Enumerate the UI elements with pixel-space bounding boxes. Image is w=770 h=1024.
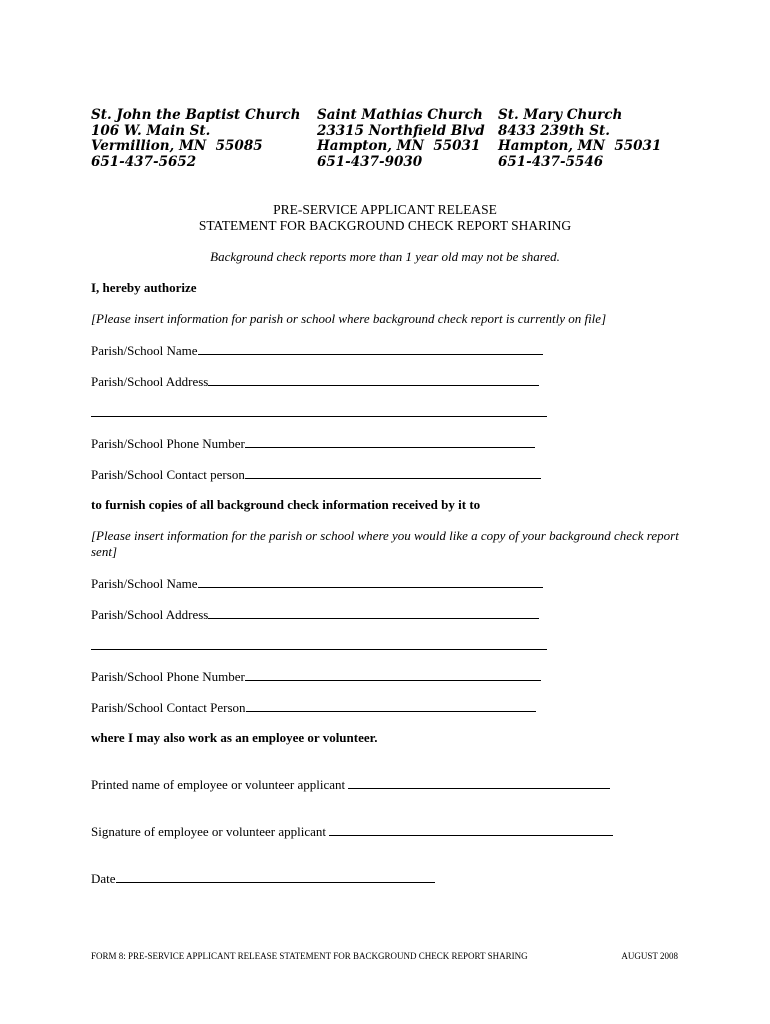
section2-address-field-2[interactable] <box>91 637 547 650</box>
church-phone: 651-437-5546 <box>498 153 604 170</box>
church-name: St. Mary Church <box>498 107 623 123</box>
section2-contact-row <box>91 699 536 716</box>
section1-address-field-2[interactable] <box>91 404 547 417</box>
title-line-1: PRE-SERVICE APPLICANT RELEASE <box>273 202 497 217</box>
where-heading: where I may also work as an employee or volunteer. <box>91 730 378 745</box>
field-label: Parish/School Contact person <box>91 467 245 482</box>
field-label: Parish/School Phone Number <box>91 669 245 684</box>
section2-name-field[interactable] <box>198 575 543 588</box>
church-city: Hampton, MN 55031 <box>317 138 481 154</box>
section2-name-row <box>91 575 543 592</box>
section1-address-row <box>91 373 539 390</box>
field-label: Parish/School Name <box>91 343 198 358</box>
signature-row <box>91 823 613 840</box>
section1-phone-row <box>91 435 535 452</box>
church-city: Hampton, MN 55031 <box>498 138 662 154</box>
printed-name-field[interactable] <box>348 776 610 789</box>
field-label: Parish/School Address <box>91 607 209 622</box>
section1-name-row <box>91 342 543 359</box>
age-note: Background check reports more than 1 year old may not be shared. <box>210 249 560 264</box>
section1-name-field[interactable] <box>198 342 543 355</box>
section2-phone-field[interactable] <box>245 668 541 681</box>
form-title <box>0 202 770 234</box>
section2-instruction: [Please insert information for the parish or school where you would like a copy of your background check report sent] <box>91 528 679 559</box>
church-phone: 651-437-5652 <box>91 153 197 170</box>
field-label: Signature of employee or volunteer applicant <box>91 824 327 839</box>
field-label: Parish/School Address <box>91 374 209 389</box>
furnish-heading: to furnish copies of all background check information received by it to <box>91 497 481 512</box>
title-line-2: STATEMENT FOR BACKGROUND CHECK REPORT SHARING <box>198 218 572 233</box>
field-label: Parish/School Phone Number <box>91 436 245 451</box>
section1-phone-field[interactable] <box>245 435 535 448</box>
printed-name-row <box>91 776 610 793</box>
field-label: Parish/School Contact Person <box>91 700 246 715</box>
section1-address-row-2 <box>91 404 547 421</box>
church-address: 23315 Northfield Blvd <box>317 122 485 139</box>
date-field[interactable] <box>116 870 435 883</box>
section1-instruction: [Please insert information for parish or school where background check report is currently on file] <box>91 311 607 326</box>
section2-contact-field[interactable] <box>246 699 536 712</box>
section2-address-row <box>91 606 539 623</box>
church-name: St. John the Baptist Church <box>91 107 301 123</box>
footer-form-title: FORM 8: PRE-SERVICE APPLICANT RELEASE STATEMENT FOR BACKGROUND CHECK REPORT SHARING <box>91 951 528 961</box>
church-name: Saint Mathias Church <box>317 107 483 123</box>
church-st-john <box>91 108 300 170</box>
church-city: Vermillion, MN 55085 <box>91 138 263 154</box>
section2-address-row-2 <box>91 637 547 654</box>
section1-address-field[interactable] <box>208 373 539 386</box>
section2-phone-row <box>91 668 541 685</box>
church-address: 8433 239th St. <box>498 122 610 139</box>
field-label: Date <box>91 871 116 886</box>
church-st-mary <box>498 108 661 170</box>
section1-contact-field[interactable] <box>245 466 541 479</box>
field-label: Printed name of employee or volunteer applicant <box>91 777 346 792</box>
footer <box>91 951 678 961</box>
church-phone: 651-437-9030 <box>317 153 423 170</box>
authorize-heading: I, hereby authorize <box>91 280 197 295</box>
section1-contact-row <box>91 466 541 483</box>
church-saint-mathias <box>317 108 485 170</box>
section2-address-field[interactable] <box>208 606 539 619</box>
church-address: 106 W. Main St. <box>91 122 211 139</box>
signature-field[interactable] <box>329 823 613 836</box>
footer-date: AUGUST 2008 <box>621 951 678 961</box>
date-row <box>91 870 435 887</box>
field-label: Parish/School Name <box>91 576 198 591</box>
